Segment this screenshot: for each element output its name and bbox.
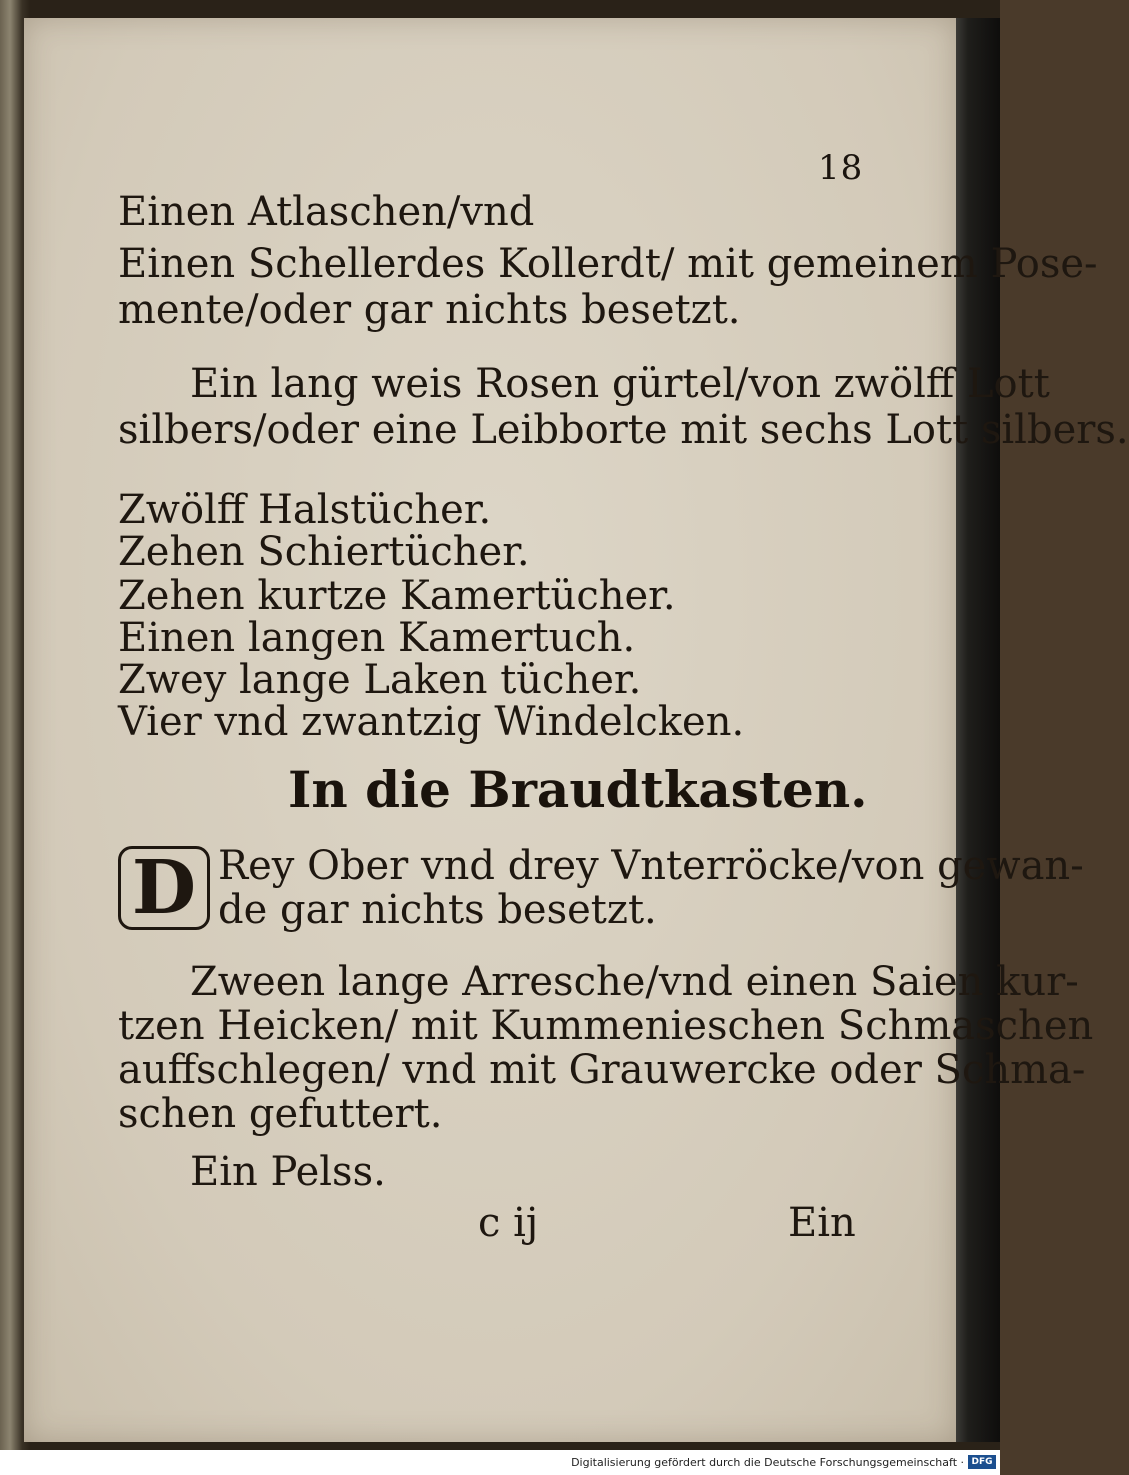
text-line: de gar nichts besetzt.	[218, 887, 657, 933]
catchword: Ein	[788, 1200, 856, 1246]
text-line: Einen Schellerdes Kollerdt/ mit gemeinem Pose-	[118, 241, 1098, 287]
list-item: Zwölff Halstücher.	[118, 487, 492, 533]
text-line: silbers/oder eine Leibborte mit sechs Lott silbers.	[118, 407, 1129, 453]
list-item: Einen langen Kamertuch.	[118, 615, 636, 661]
text-line: Rey Ober vnd drey Vnterröcke/von gewan-	[218, 843, 1084, 889]
funding-credit: Digitalisierung gefördert durch die Deutsche Forschungsgemeinschaft ·	[571, 1456, 964, 1469]
text-line: Ein lang weis Rosen gürtel/von zwölff Lott	[190, 361, 1050, 407]
section-heading: In die Braudtkasten.	[288, 760, 868, 819]
dfg-logo-icon: DFG	[968, 1455, 996, 1469]
text-line: auffschlegen/ vnd mit Grauwercke oder Schma-	[118, 1047, 1086, 1093]
text-line: schen gefuttert.	[118, 1091, 443, 1137]
text-line: Einen Atlaschen/vnd	[118, 189, 535, 235]
text-line: Ein Pelss.	[190, 1149, 386, 1195]
text-line: tzen Heicken/ mit Kummenieschen Schmaschen	[118, 1003, 1094, 1049]
list-item: Zehen kurtze Kamertücher.	[118, 573, 676, 619]
list-item: Zehen Schiertücher.	[118, 529, 530, 575]
footer-bar	[0, 1450, 1000, 1475]
drop-cap: D	[118, 846, 210, 930]
list-item: Vier vnd zwantzig Windelcken.	[118, 699, 745, 745]
signature-mark: c ij	[478, 1200, 539, 1246]
text-line: Zween lange Arresche/vnd einen Saien kur-	[190, 959, 1079, 1005]
text-line: mente/oder gar nichts besetzt.	[118, 287, 741, 333]
page-number: 18	[818, 148, 864, 188]
list-item: Zwey lange Laken tücher.	[118, 657, 642, 703]
page-edge-shadow	[956, 18, 1000, 1442]
